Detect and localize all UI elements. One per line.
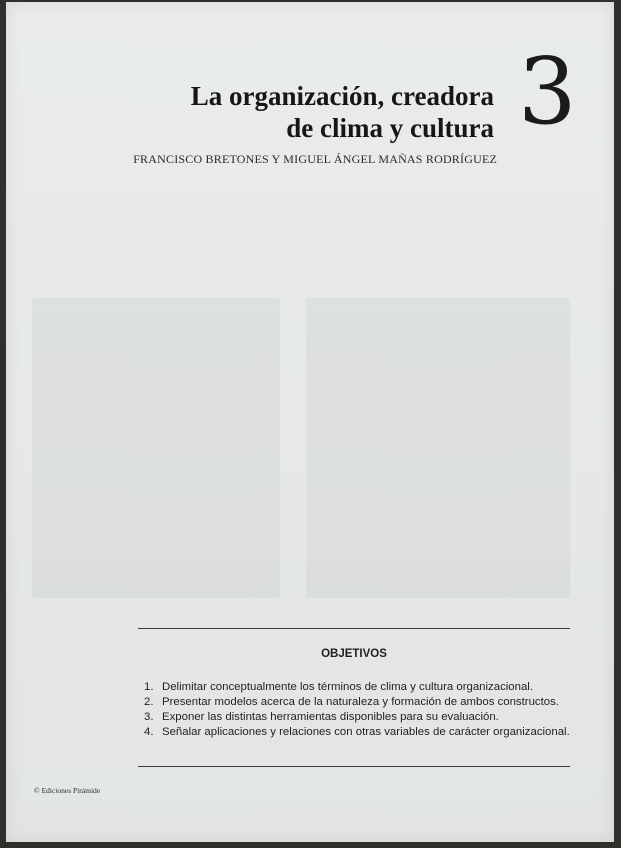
objective-item (144, 680, 574, 695)
objective-number: 2. (144, 696, 154, 708)
objective-number: 4. (144, 726, 154, 738)
objective-item (144, 710, 574, 725)
chapter-number: 3 (518, 38, 577, 145)
objective-text: Exponer las distintas herramientas disponibles para su evaluación. (162, 711, 499, 723)
chapter-authors: FRANCISCO BRETONES Y MIGUEL ÁNGEL MAÑAS RODRÍGUEZ (133, 152, 497, 166)
chapter-title-line-2: de clima y cultura (286, 113, 494, 143)
chapter-title (191, 80, 494, 144)
objectives-heading: OBJETIVOS (321, 648, 387, 660)
objective-number: 3. (144, 711, 154, 723)
objective-text: Presentar modelos acerca de la naturaleza y formación de ambos constructos. (162, 696, 559, 708)
objective-item (144, 725, 574, 740)
bleed-through-right (306, 298, 570, 598)
objectives-top-rule (138, 628, 570, 629)
bleed-through-left (32, 298, 280, 598)
book-page (6, 2, 614, 842)
objective-text: Señalar aplicaciones y relaciones con otras variables de carácter organizacional. (162, 726, 570, 738)
objective-text: Delimitar conceptualmente los términos de clima y cultura organizacional. (162, 681, 533, 693)
chapter-title-line-1: La organización, creadora (190, 81, 494, 111)
objective-item (144, 695, 574, 710)
objective-number: 1. (144, 681, 154, 693)
objectives-bottom-rule (138, 766, 570, 767)
objectives-list (144, 680, 574, 740)
copyright-footer: © Ediciones Pirámide (34, 786, 101, 795)
